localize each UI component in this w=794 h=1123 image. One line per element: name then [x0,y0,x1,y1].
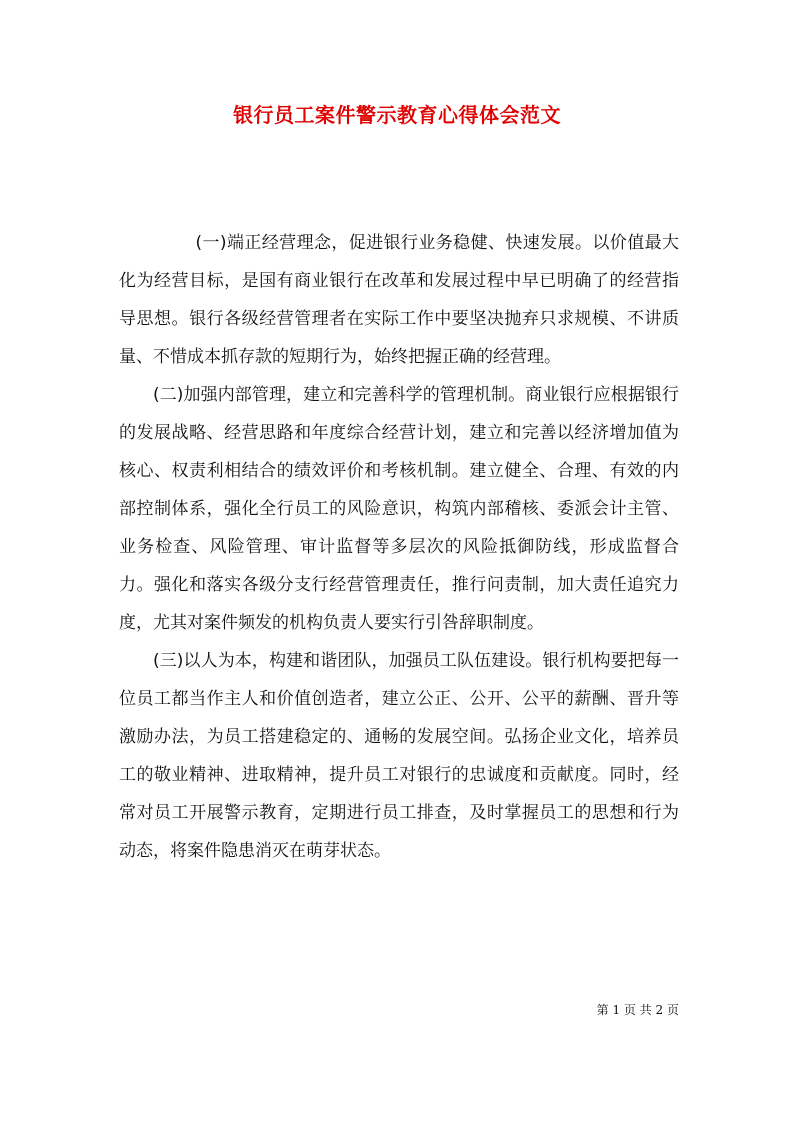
paragraph-1: (一)端正经营理念，促进银行业务稳健、快速发展。以价值最大化为经营目标，是国有商业银行在改革和发展过程中早已明确了的经营指导思想。银行各级经营管理者在实际工作中要坚决抛弃只求规模、不讲质量、不惜成本抓存款的短期行为，始终把握正确的经营理。 [119,233,679,367]
document-body [119,224,679,870]
paragraph-2: (二)加强内部管理，建立和完善科学的管理机制。商业银行应根据银行的发展战略、经营思路和年度综合经营计划，建立和完善以经济增加值为核心、权责利相结合的绩效评价和考核机制。建立健全、合理、有效的内部控制体系，强化全行员工的风险意识，构筑内部稽核、委派会计主管、业务检查、风险管理、审计监督等多层次的风险抵御防线，形成监督合力。强化和落实各级分支行经营管理责任，推行问责制，加大责任追究力度，尤其对案件频发的机构负责人要实行引咎辞职制度。 [119,385,679,633]
paragraph-3: (三)以人为本，构建和谐团队，加强员工队伍建设。银行机构要把每一位员工都当作主人和价值创造者，建立公正、公开、公平的薪酬、晋升等激励办法，为员工搭建稳定的、通畅的发展空间。弘扬企业文化，培养员工的敬业精神、进取精神，提升员工对银行的忠诚度和贡献度。同时，经常对员工开展警示教育，定期进行员工排查，及时掌握员工的思想和行为动态，将案件隐患消灭在萌芽状态。 [119,651,679,861]
document-title: 银行员工案件警示教育心得体会范文 [233,103,561,127]
page-number-footer: 第 1 页 共 2 页 [596,1003,679,1017]
